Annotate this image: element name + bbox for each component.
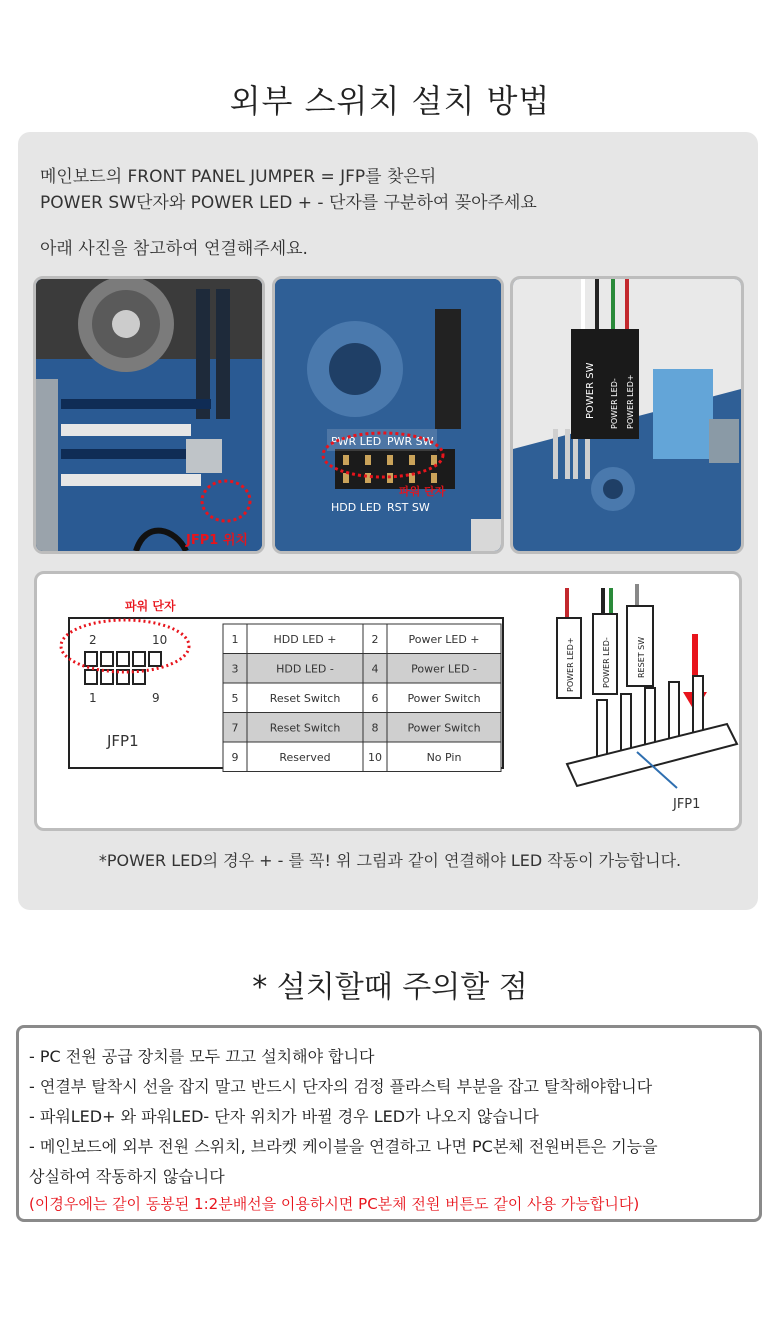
pin-table-cell: Power LED +	[408, 632, 480, 646]
power-led-plus-text: POWER LED+	[626, 374, 635, 429]
hdd-led-label: HDD LED	[331, 501, 382, 514]
pin-table-cell: 9	[231, 750, 239, 764]
power-led-minus-text: POWER LED-	[610, 378, 619, 429]
page-title: 외부 스위치 설치 방법	[229, 82, 551, 120]
pwr-sw-label: PWR SW	[387, 435, 434, 448]
conn-led-minus-label: POWER LED-	[602, 637, 611, 688]
caution-item: 상실하여 작동하지 않습니다	[29, 1167, 225, 1186]
intro-line-3: 아래 사진을 참고하여 연결해주세요.	[40, 239, 308, 259]
power-terminal-label: 파워 단자	[399, 485, 446, 498]
caution-item: - 파워LED+ 와 파워LED- 단자 위치가 바뀔 경우 LED가 나오지 않습니다	[29, 1107, 539, 1126]
power-sw-text: POWER SW	[585, 362, 596, 419]
jfp1-label: JFP1	[107, 732, 139, 750]
pin-table-cell: 6	[371, 691, 379, 705]
pin-2-label: 2	[89, 633, 97, 647]
pin-table-cell: Reset Switch	[269, 691, 341, 705]
intro-line-2: POWER SW단자와 POWER LED + - 단자를 구분하여 꽂아주세요	[40, 193, 537, 213]
pin-table-cell: 3	[231, 662, 239, 676]
header-closeup-illustration	[275, 279, 501, 551]
pin-table-cell: HDD LED +	[273, 632, 337, 646]
intro-text	[40, 164, 537, 262]
intro-line-1: 메인보드의 FRONT PANEL JUMPER = JFP를 찾은뒤	[40, 167, 437, 187]
pin-table-cell: 1	[231, 632, 239, 646]
pin-10-label: 10	[152, 633, 168, 647]
pin-table-cell: 4	[371, 662, 379, 676]
pin-table-cell: 2	[371, 632, 379, 646]
pin-table-cell: 5	[231, 691, 239, 705]
rst-sw-label: RST SW	[387, 501, 430, 514]
pin-table-cell: Reset Switch	[269, 721, 341, 735]
motherboard-photo	[33, 276, 265, 554]
conn-led-plus-label: POWER LED+	[566, 637, 575, 692]
caution-item: - PC 전원 공급 장치를 모두 끄고 설치해야 합니다	[29, 1047, 375, 1066]
jfp1-pinout-diagram	[34, 571, 742, 831]
caution-title: * 설치할때 주의할 점	[252, 970, 528, 1005]
connector-illustration	[513, 279, 741, 551]
pin-table-cell: 8	[371, 721, 379, 735]
pinout-svg	[37, 574, 739, 828]
pin-table-cell: Power LED -	[411, 662, 477, 676]
jfp1-right-label: JFP1	[673, 797, 701, 812]
caution-item: - 연결부 탈착시 선을 잡지 말고 반드시 단자의 검정 플라스틱 부분을 잡고 탈착해야합니다	[29, 1077, 653, 1096]
pin-table-cell: Reserved	[279, 750, 331, 764]
header-closeup-photo	[272, 276, 504, 554]
pin-9-label: 9	[152, 691, 160, 705]
pin-table-cell: Power Switch	[407, 691, 481, 705]
pin-table-cell: No Pin	[426, 750, 462, 764]
caution-box	[16, 1025, 762, 1222]
conn-reset-sw-label: RESET SW	[637, 636, 646, 678]
pin-1-label: 1	[89, 691, 97, 705]
pin-table-cell: Power Switch	[407, 721, 481, 735]
caution-item: - 메인보드에 외부 전원 스위치, 브라켓 케이블을 연결하고 나면 PC본체 전원버튼은 기능을	[29, 1137, 658, 1156]
pin-table-cell: HDD LED -	[276, 662, 334, 676]
power-led-note: *POWER LED의 경우 + - 를 꼭! 위 그림과 같이 연결해야 LED 작동이 가능합니다.	[98, 851, 682, 870]
motherboard-illustration	[36, 279, 262, 551]
diagram-power-terminal-label: 파워 단자	[125, 599, 176, 613]
caution-red-note: (이경우에는 같이 동봉된 1:2분배선을 이용하시면 PC본체 전원 버튼도 같이 사용 가능합니다)	[29, 1195, 640, 1213]
connector-photo	[510, 276, 744, 554]
pin-table-cell: 10	[368, 750, 382, 764]
pwr-led-label: PWR LED	[331, 435, 382, 448]
pin-table	[223, 624, 501, 772]
jfp1-location-label: JFP1 위치	[186, 533, 248, 548]
pin-table-cell: 7	[231, 721, 239, 735]
